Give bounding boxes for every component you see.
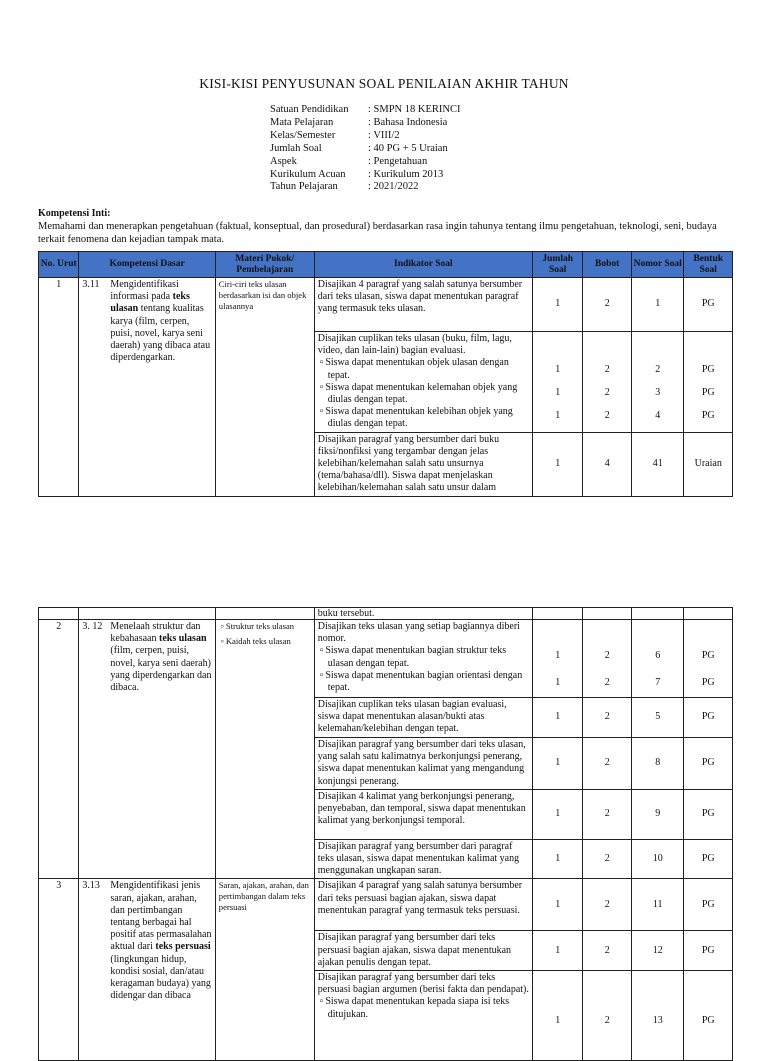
meta-row xyxy=(270,130,460,143)
jumlah-value: 1 xyxy=(555,676,561,688)
header-materi: Materi Pokok/ Pembelajaran xyxy=(215,252,314,278)
meta-row xyxy=(270,156,460,169)
bobot-value: 2 xyxy=(604,364,610,376)
meta-value: : VIII/2 xyxy=(368,129,400,141)
nomor-cell: 8 xyxy=(631,738,684,790)
header-bobot: Bobot xyxy=(583,252,631,278)
empty-cell xyxy=(532,608,583,620)
indikator-bullet: ▫ Siswa dapat menentukan kelemahan objek yang diulas dengan tepat. xyxy=(318,382,529,406)
kd-text xyxy=(110,621,211,694)
table-row xyxy=(39,278,733,332)
indikator-bullet: ▫ Siswa dapat menentukan bagian struktur teks ulasan dengan tepat. xyxy=(318,645,529,669)
jumlah-cell xyxy=(532,332,583,433)
indikator-cell: Disajikan 4 paragraf yang salah satunya bersumber dari teks ulasan, siswa dapat menentukan paragraf yang termasuk teks ulasan. xyxy=(314,278,532,332)
table-row-continuation xyxy=(39,608,733,620)
nomor-cell: 12 xyxy=(631,931,684,971)
meta-value: : Kurikulum 2013 xyxy=(368,168,444,180)
indikator-cell: buku tersebut. xyxy=(314,608,532,620)
meta-value: : Bahasa Indonesia xyxy=(368,116,448,128)
materi-cell xyxy=(215,620,314,879)
materi-bullet: ▫ Struktur teks ulasan xyxy=(219,621,311,632)
nomor-cell xyxy=(631,620,684,698)
bobot-cell xyxy=(583,332,631,433)
meta-value: : 2021/2022 xyxy=(368,181,419,193)
kd-text-part: Mengidentifikasi jenis saran, ajakan, arahan, dan pertimbangan tentang berbagai hal positif atas permasalahan aktual dari xyxy=(110,880,212,953)
document-metadata xyxy=(270,104,460,194)
indikator-bullet: ▫ Siswa dapat menentukan kepada siapa isi teks ditujukan. xyxy=(318,996,529,1020)
kd-text xyxy=(110,880,211,1002)
kisi-kisi-table-page-2 xyxy=(38,607,733,1061)
empty-cell xyxy=(215,608,314,620)
jumlah-value: 1 xyxy=(555,410,561,422)
meta-key: Kurikulum Acuan xyxy=(270,168,346,180)
bentuk-cell: PG xyxy=(684,698,733,738)
header-kompetensi-dasar: Kompetensi Dasar xyxy=(79,252,215,278)
indikator-cell xyxy=(314,332,532,433)
meta-key: Kelas/Semester xyxy=(270,129,336,141)
document-title: KISI-KISI PENYUSUNAN SOAL PENILAIAN AKHIR TAHUN xyxy=(199,76,569,91)
meta-row xyxy=(270,143,460,156)
kompetensi-dasar-cell xyxy=(79,879,215,1061)
kd-text-part: Mengidentifikasi informasi pada xyxy=(110,279,179,303)
bentuk-cell: PG xyxy=(684,879,733,931)
jumlah-cell: 1 xyxy=(532,839,583,879)
materi-cell: Ciri-ciri teks ulasan berdasarkan isi dan objek ulasannya xyxy=(215,278,314,497)
kompetensi-inti-heading: Kompetensi Inti: xyxy=(38,208,111,219)
kd-keyword: teks ulasan xyxy=(110,291,190,315)
bentuk-value: PG xyxy=(701,676,715,688)
jumlah-cell xyxy=(532,620,583,698)
meta-key: Tahun Pelajaran xyxy=(270,181,338,193)
indikator-intro: Disajikan cuplikan teks ulasan (buku, film, lagu, video, dan lain-lain) bagian evaluasi. xyxy=(317,333,512,357)
indikator-cell xyxy=(314,971,532,1061)
jumlah-cell: 1 xyxy=(532,432,583,496)
kd-number: 3.11 xyxy=(82,279,100,290)
meta-key: Aspek xyxy=(270,155,297,167)
indikator-cell: Disajikan paragraf yang bersumber dari paragraf teks ulasan, siswa dapat menentukan kalimat yang menggunakan ungkapan saran. xyxy=(314,839,532,879)
materi-bullet: ▫ Kaidah teks ulasan xyxy=(219,636,311,647)
table-row xyxy=(39,620,733,698)
jumlah-cell: 1 xyxy=(532,879,583,931)
bobot-cell: 2 xyxy=(583,698,631,738)
meta-row xyxy=(270,104,460,117)
bentuk-cell: PG xyxy=(684,931,733,971)
header-jumlah: Jumlah Soal xyxy=(532,252,583,278)
kd-text xyxy=(110,279,211,364)
bentuk-cell: PG xyxy=(684,971,733,1061)
meta-key: Jumlah Soal xyxy=(270,142,322,154)
table-header-row xyxy=(39,252,733,278)
empty-cell xyxy=(684,608,733,620)
kd-text-part: (lingkungan hidup, kondisi sosial, dan/atau keragaman budaya) yang didengar dan dibaca xyxy=(110,953,211,1002)
bobot-cell: 2 xyxy=(583,278,631,332)
indikator-cell: Disajikan cuplikan teks ulasan bagian evaluasi, siswa dapat menentukan alasan/bukti atas kelemahan/kelebihan dengan tepat. xyxy=(314,698,532,738)
indikator-cell: Disajikan paragraf yang bersumber dari buku fiksi/nonfiksi yang tergambar dengan jelas kelebihan/kelemahan salah satu unsurnya (tema/bahasa/dll). Siswa dapat menjelaskan kelebihan/kelemahan salah satu unsur dalam xyxy=(314,432,532,496)
indikator-cell: Disajikan 4 kalimat yang berkonjungsi penerang, penyebaban, dan temporal, siswa dapat menentukan kalimat yang berkonjungsi temporal. xyxy=(314,789,532,839)
kd-text-part: tentang kualitas karya (film, cerpen, puisi, novel, karya seni daerah) yang dibaca atau diperdengarkan. xyxy=(110,303,211,364)
indikator-cell: Disajikan 4 paragraf yang salah satunya bersumber dari teks persuasi bagian ajakan, siswa dapat menentukan paragraf yang termasuk teks persuasi. xyxy=(314,879,532,931)
indikator-intro: Disajikan paragraf yang bersumber dari teks persuasi bagian argumen (berisi fakta dan pendapat). xyxy=(317,972,529,996)
bobot-cell: 2 xyxy=(583,789,631,839)
jumlah-cell: 1 xyxy=(532,278,583,332)
meta-row xyxy=(270,117,460,130)
nomor-cell xyxy=(631,332,684,433)
nomor-cell: 1 xyxy=(631,278,684,332)
bentuk-cell: PG xyxy=(684,738,733,790)
kompetensi-inti-text: Memahami dan menerapkan pengetahuan (faktual, konseptual, dan prosedural) berdasarkan rasa ingin tahunya tentang ilmu pengetahuan, teknologi, seni, budaya terkait fenomena dan kejadian tampak mata. xyxy=(38,221,717,245)
meta-row xyxy=(270,181,460,194)
bobot-cell: 4 xyxy=(583,432,631,496)
empty-cell xyxy=(39,608,79,620)
jumlah-value: 1 xyxy=(555,649,561,661)
row-number: 1 xyxy=(39,278,79,497)
nomor-value: 4 xyxy=(655,410,661,422)
nomor-cell: 5 xyxy=(631,698,684,738)
jumlah-cell: 1 xyxy=(532,971,583,1061)
empty-cell xyxy=(583,608,631,620)
bobot-cell: 2 xyxy=(583,738,631,790)
bentuk-cell: PG xyxy=(684,789,733,839)
bobot-cell: 2 xyxy=(583,839,631,879)
bentuk-cell xyxy=(684,620,733,698)
kd-keyword: teks ulasan xyxy=(159,633,207,645)
bentuk-cell: Uraian xyxy=(684,432,733,496)
bobot-value: 2 xyxy=(604,676,610,688)
indikator-bullet: ▫ Siswa dapat menentukan bagian orientasi dengan tepat. xyxy=(318,670,529,694)
row-number: 2 xyxy=(39,620,79,879)
jumlah-cell: 1 xyxy=(532,931,583,971)
nomor-value: 6 xyxy=(655,649,661,661)
bentuk-cell: PG xyxy=(684,839,733,879)
header-nomor: Nomor Soal xyxy=(631,252,684,278)
bobot-cell xyxy=(583,620,631,698)
jumlah-value: 1 xyxy=(555,387,561,399)
meta-key: Satuan Pendidikan xyxy=(270,104,349,115)
nomor-cell: 11 xyxy=(631,879,684,931)
kd-number: 3. 12 xyxy=(82,621,103,632)
header-indikator: Indikator Soal xyxy=(314,252,532,278)
bentuk-value: PG xyxy=(701,387,715,399)
indikator-bullet: ▫ Siswa dapat menentukan kelebihan objek yang diulas dengan tepat. xyxy=(318,406,529,430)
bentuk-value: PG xyxy=(701,410,715,422)
bobot-cell: 2 xyxy=(583,879,631,931)
indikator-cell xyxy=(314,620,532,698)
bobot-value: 2 xyxy=(604,387,610,399)
bentuk-cell xyxy=(684,332,733,433)
indikator-cell: Disajikan paragraf yang bersumber dari teks persuasi bagian ajakan, siswa dapat menentukan ajakan penulis dengan tepat. xyxy=(314,931,532,971)
empty-cell xyxy=(631,608,684,620)
kompetensi-dasar-cell xyxy=(79,278,215,497)
nomor-cell: 13 xyxy=(631,971,684,1061)
bentuk-value: PG xyxy=(701,649,715,661)
jumlah-value: 1 xyxy=(555,364,561,376)
kisi-kisi-table-page-1 xyxy=(38,251,733,497)
header-bentuk: Bentuk Soal xyxy=(684,252,733,278)
jumlah-cell: 1 xyxy=(532,738,583,790)
kompetensi-dasar-cell xyxy=(79,620,215,879)
kd-keyword: teks persuasi xyxy=(155,941,211,953)
jumlah-cell: 1 xyxy=(532,698,583,738)
bobot-cell: 2 xyxy=(583,971,631,1061)
kompetensi-inti xyxy=(38,207,738,246)
row-number: 3 xyxy=(39,879,79,1061)
nomor-cell: 10 xyxy=(631,839,684,879)
kd-number: 3.13 xyxy=(82,880,100,892)
bobot-value: 2 xyxy=(604,649,610,661)
jumlah-cell: 1 xyxy=(532,789,583,839)
empty-cell xyxy=(79,608,215,620)
nomor-value: 7 xyxy=(655,676,661,688)
bentuk-cell: PG xyxy=(684,278,733,332)
materi-cell: Saran, ajakan, arahan, dan pertimbangan dalam teks persuasi xyxy=(215,879,314,1061)
meta-value: : SMPN 18 KERINCI xyxy=(368,104,461,115)
meta-value: : 40 PG + 5 Uraian xyxy=(368,142,448,154)
header-no: No. Urut xyxy=(39,252,79,278)
bobot-value: 2 xyxy=(604,410,610,422)
nomor-cell: 9 xyxy=(631,789,684,839)
indikator-bullet: ▫ Siswa dapat menentukan objek ulasan dengan tepat. xyxy=(318,357,529,381)
nomor-cell: 41 xyxy=(631,432,684,496)
meta-key: Mata Pelajaran xyxy=(270,116,334,128)
meta-value: : Pengetahuan xyxy=(368,155,428,167)
table-row xyxy=(39,879,733,931)
bobot-cell: 2 xyxy=(583,931,631,971)
meta-row xyxy=(270,169,460,182)
kd-text-part: (film, cerpen, puisi, novel, karya seni daerah) yang diperdengarkan dan dibaca. xyxy=(110,645,212,694)
nomor-value: 3 xyxy=(655,387,661,399)
indikator-intro: Disajikan teks ulasan yang setiap bagiannya diberi nomor. xyxy=(317,621,520,645)
bentuk-value: PG xyxy=(701,364,715,376)
kd-text-part: Menelaah struktur dan kebahasaan xyxy=(110,621,201,645)
indikator-cell: Disajikan paragraf yang bersumber dari teks ulasan, yang salah satu kalimatnya berkonjungsi penerang, siswa dapat menentukan kalimat yang mengandung konjungsi penerang. xyxy=(314,738,532,790)
nomor-value: 2 xyxy=(655,364,661,376)
